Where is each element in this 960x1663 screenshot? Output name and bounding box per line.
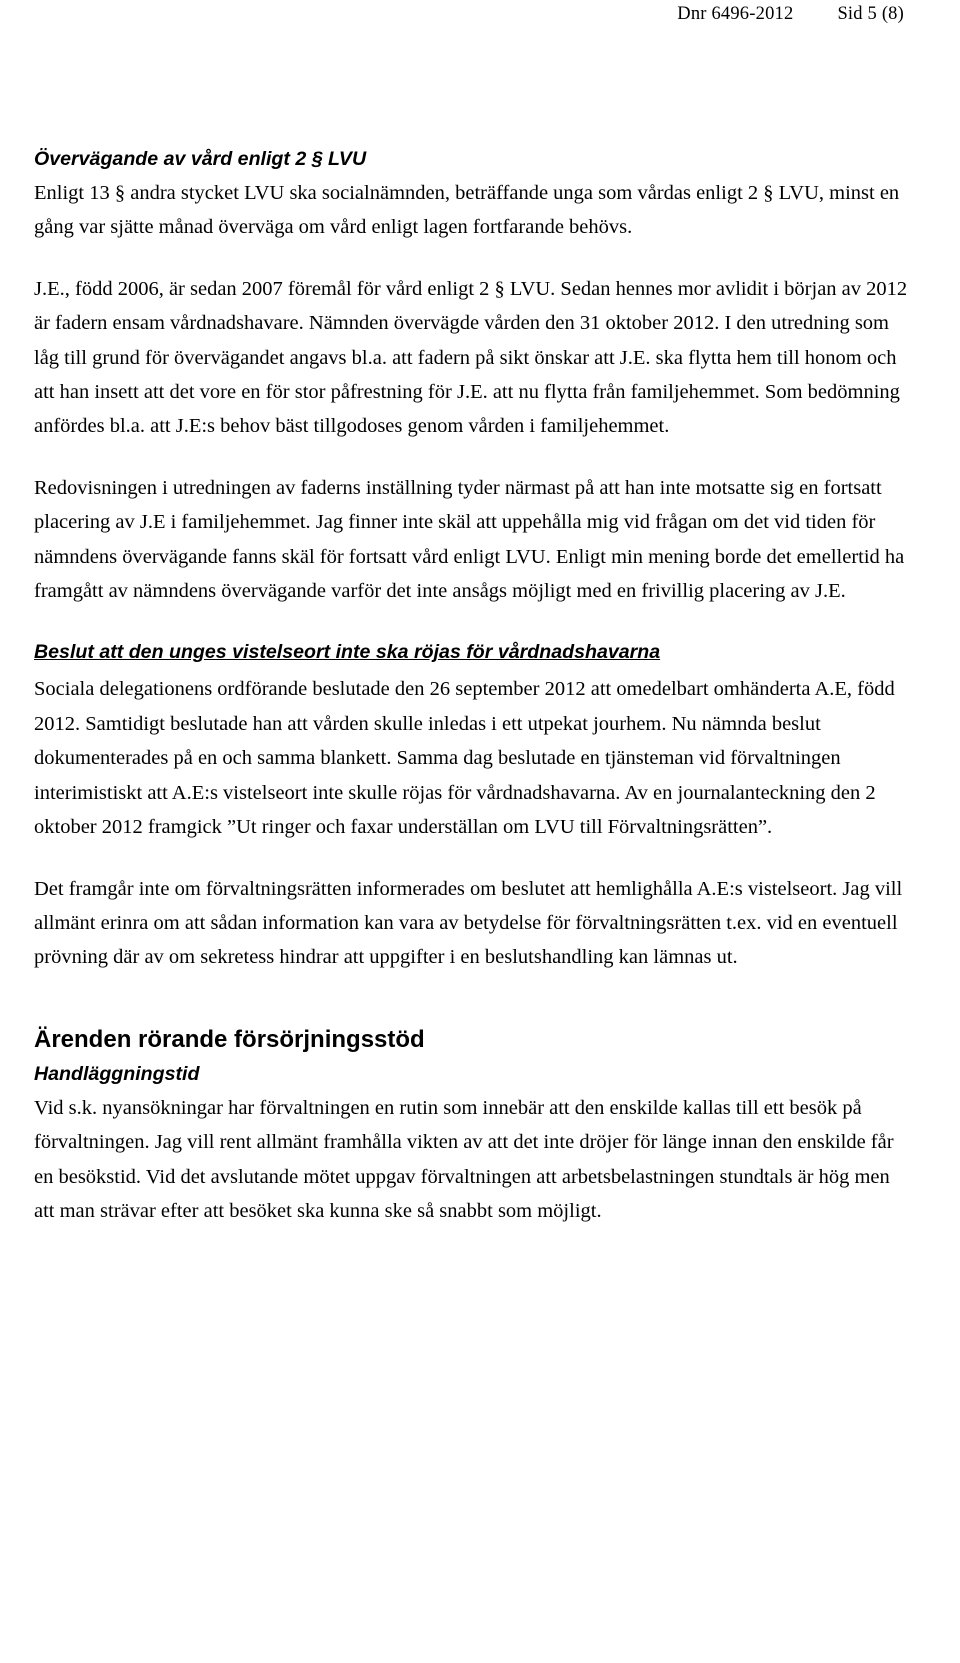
paragraph-lvu-intro: Enligt 13 § andra stycket LVU ska socialnämnden, beträffande unga som vårdas enligt 2 § LVU, minst en gång var sjätte månad överväga om vård enligt lagen fortfarande behövs.: [34, 182, 900, 239]
document-body: [34, 142, 914, 1228]
paragraph-decision: Sociala delegationens ordförande beslutade den 26 september 2012 att omedelbart omhänderta A.E, född 2012. Samtidigt beslutade han att vården skulle inledas i ett utpekat jourhem. Nu nämnda beslut dokumenterades på en och samma blankett. Samma dag beslutade en tjänsteman vid förvaltningen interimistiskt att A.E:s vistelseort inte skulle röjas för vårdnadshavarna. Av en journalanteckning den 2 oktober 2012 framgick ”Ut ringer och faxar underställan om LVU till Förvaltningsrätten”.: [34, 678, 895, 839]
page-header: [677, 4, 904, 25]
section-heading-lvu: Övervägande av vård enligt 2 § LVU: [34, 148, 367, 170]
paragraph-je-case: J.E., född 2006, är sedan 2007 föremål för vård enligt 2 § LVU. Sedan hennes mor avlidit i början av 2012 är fadern ensam vårdnadshavare. Nämnden övervägde vården den 31 oktober 2012. I den utredning som låg till grund för övervägandet angavs bl.a. att fadern på sikt önskar att J.E. ska flytta hem till honom och att han insett att det vore en för stor påfrestning för J.E. att nu flytta från familjehemmet. Som bedömning anfördes bl.a. att J.E:s behov bäst tillgodoses genom vården i familjehemmet.: [34, 277, 908, 438]
document-number: Dnr 6496-2012: [677, 4, 794, 24]
section-heading-forsorjningsstod: Ärenden rörande försörjningsstöd: [34, 1025, 425, 1053]
page-number: Sid 5 (8): [837, 4, 904, 24]
subheading-handlaggningstid: Handläggningstid: [34, 1062, 200, 1085]
paragraph-handlaggningstid: Vid s.k. nyansökningar har förvaltningen en rutin som innebär att den enskilde kallas till ett besök på förvaltningen. Jag vill rent allmänt framhålla vikten av att det inte dröjer för länge innan den enskilde får en besökstid. Vid det avslutande mötet uppgav förvaltningen att arbetsbelastningen stundtals är hög men att man strävar efter att besöket ska kunna ske så snabbt som möjligt.: [34, 1096, 894, 1222]
paragraph-assessment: Redovisningen i utredningen av faderns inställning tyder närmast på att han inte motsatte sig en fortsatt placering av J.E i familjehemmet. Jag finner inte skäl att uppehålla mig vid frågan om det vid tiden för nämndens övervägande fanns skäl för fortsatt vård enligt LVU. Enligt min mening borde det emellertid ha framgått av nämndens övervägande varför det inte ansågs möjligt med en frivillig placering av J.E.: [34, 476, 905, 603]
section-heading-vistelseort: Beslut att den unges vistelseort inte ska röjas för vårdnadshavarna: [34, 641, 661, 664]
paragraph-court-info: Det framgår inte om förvaltningsrätten informerades om beslutet att hemlighålla A.E:s vistelseort. Jag vill allmänt erinra om att sådan information kan vara av betydelse för förvaltningsrätten t.ex. vid en eventuell prövning där av om sekretess hindrar att uppgifter i en beslutshandling kan lämnas ut.: [34, 877, 903, 969]
